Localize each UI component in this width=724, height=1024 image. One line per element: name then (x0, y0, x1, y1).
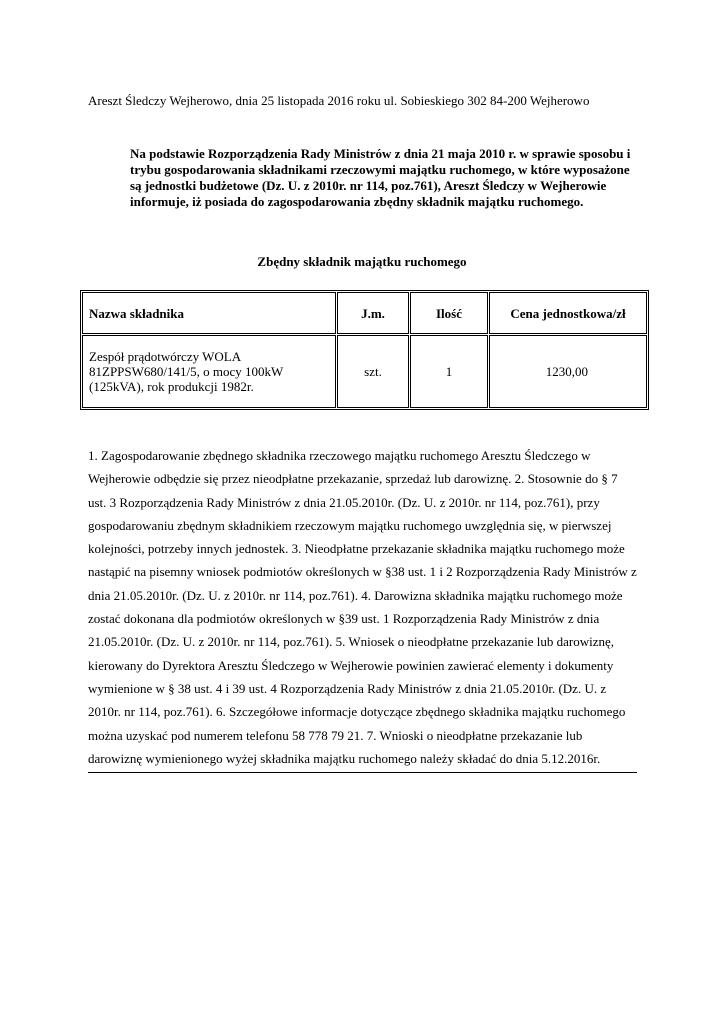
header-price: Cena jednostkowa/zł (489, 292, 647, 334)
header-unit: J.m. (337, 292, 409, 334)
header-quantity: Ilość (410, 292, 488, 334)
table-header-row (82, 292, 647, 334)
table-row (82, 335, 647, 408)
cell-name: Zespół prądotwórczy WOLA 81ZPPSW680/141/5, o mocy 100kW (125kVA), rok produkcji 1982r. (82, 335, 336, 408)
intro-paragraph: Na podstawie Rozporządzenia Rady Ministrów z dnia 21 maja 2010 r. w sprawie sposobu i trybu gospodarowania składnikami rzeczowymi majątku ruchomego, w które wyposażone są jednostki budżetowe (Dz. U. z 2010r. nr 114, poz.761), Areszt Śledczy w Wejherowie informuje, iż posiada do zagospodarowania zbędny składnik majątku ruchomego. (130, 146, 631, 209)
cell-price: 1230,00 (489, 335, 647, 408)
document-header: Areszt Śledczy Wejherowo, dnia 25 listopada 2016 roku ul. Sobieskiego 302 84-200 Wejherowo (88, 93, 590, 108)
cell-quantity: 1 (410, 335, 488, 408)
body-paragraph: 1. Zagospodarowanie zbędnego składnika rzeczowego majątku ruchomego Aresztu Śledczego w Wejherowie odbędzie się przez nieodpłatne przekazanie, sprzedaż lub darowiznę. 2. Stosownie do § 7 ust. 3 Rozporządzenia Rady Ministrów z dnia 21.05.2010r. (Dz. U. z 2010r. nr 114, poz.761), przy gospodarowaniu zbędnym składnikiem rzeczowym majątku ruchomego uwzględnia się, w pierwszej kolejności, potrzeby innych jednostek. 3. Nieodpłatne przekazanie składnika majątku ruchomego może nastąpić na pisemny wniosek podmiotów określonych w §38 ust. 1 i 2 Rozporządzenia Rady Ministrów z dnia 21.05.2010r. (Dz. U. z 2010r. nr 114, poz.761). 4. Darowizna składnika majątku ruchomego może zostać dokonana dla podmiotów określonych w §39 ust. 1 Rozporządzenia Rady Ministrów z dnia 21.05.2010r. (Dz. U. z 2010r. nr 114, poz.761). 5. Wniosek o nieodpłatne przekazanie lub darowiznę, kierowany do Dyrektora Aresztu Śledczego w Wejherowie powinien zawierać elementy i dokumenty wymienione w § 38 ust. 4 i 39 ust. 4 Rozporządzenia Rady Ministrów z dnia 21.05.2010r. (Dz. U. z 2010r. nr 114, poz.761). 6. Szczegółowe informacje dotyczące zbędnego składnika majątku ruchomego można uzyskać pod numerem telefonu 58 778 79 21. 7. Wnioski o nieodpłatne przekazanie lub darowiznę wymienionego wyżej składnika majątku ruchomego należy składać do dnia 5.12.2016r. (88, 444, 637, 773)
assets-table (80, 290, 649, 410)
table-title: Zbędny składnik majątku ruchomego (257, 254, 467, 269)
header-name: Nazwa składnika (82, 292, 336, 334)
cell-unit: szt. (337, 335, 409, 408)
